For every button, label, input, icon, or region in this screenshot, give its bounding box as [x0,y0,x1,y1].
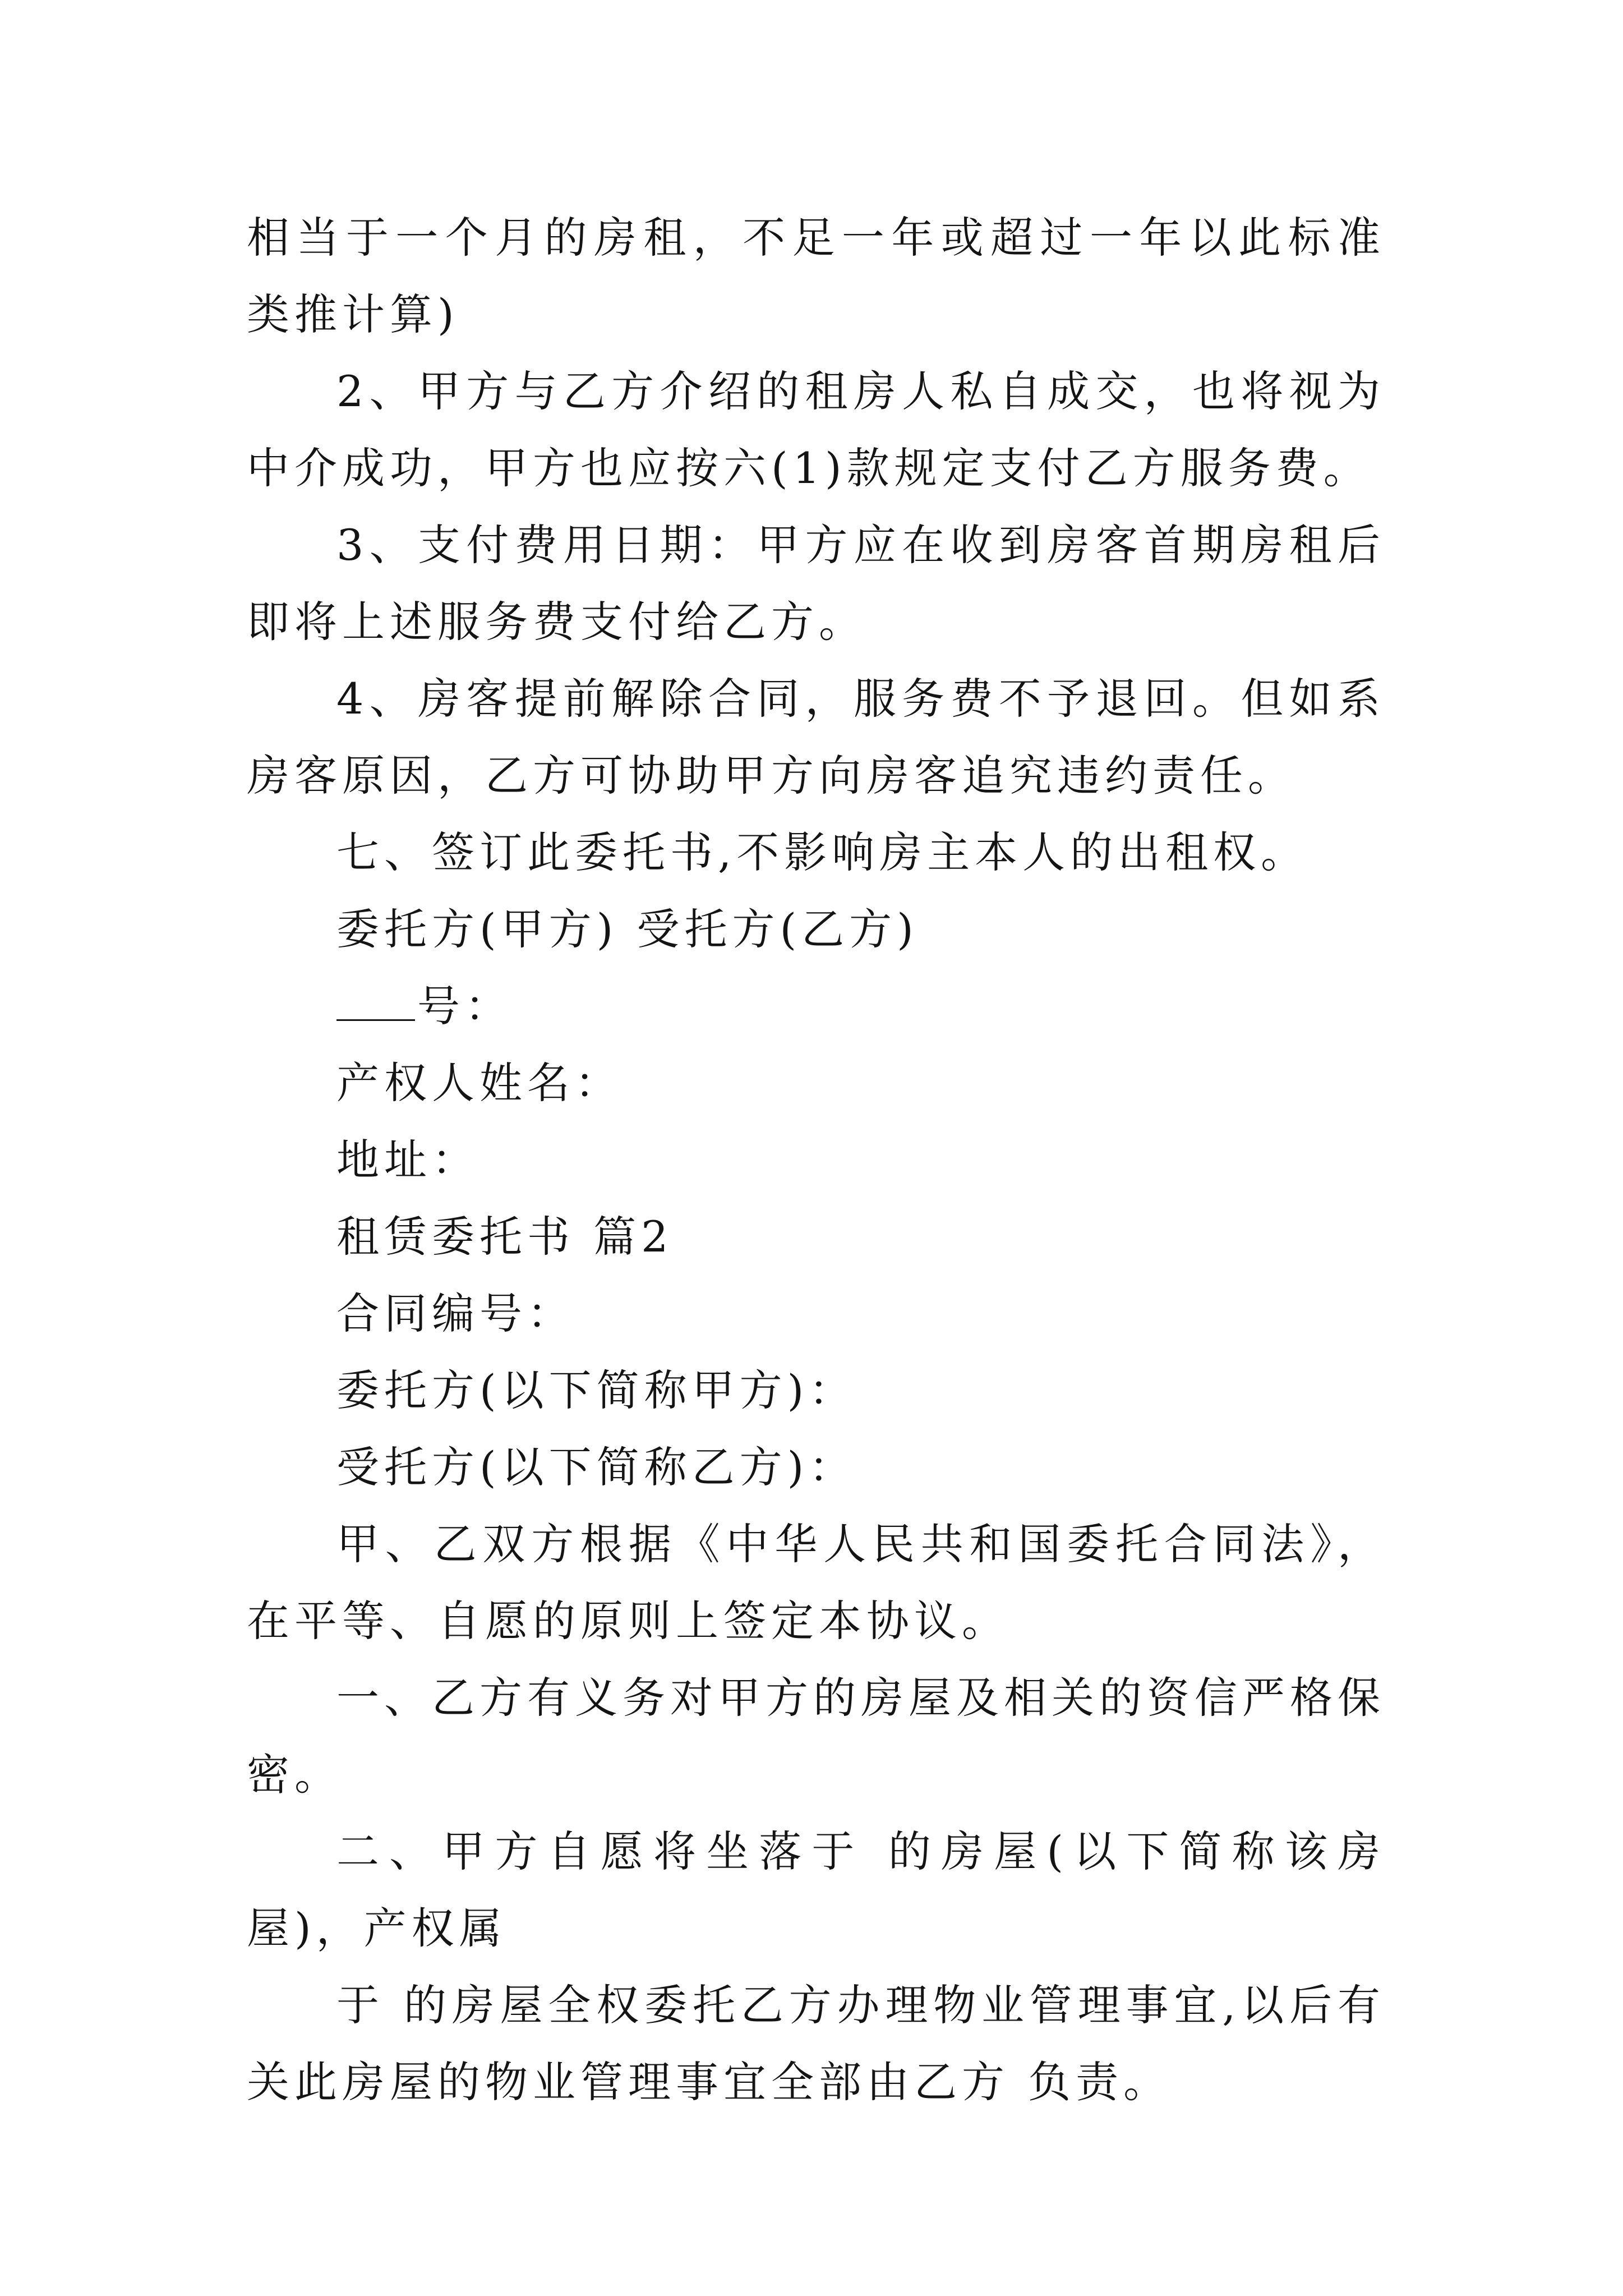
paragraph-number-line [247,968,1385,1045]
document-body [247,199,1385,2120]
paragraph-clause-2: 2、甲方与乙方介绍的租房人私自成交，也将视为中介成功，甲方也应按六(1)款规定支付乙方服务费。 [247,366,1385,493]
paragraph-part-2-title: 租赁委托书 篇2 [336,1212,674,1262]
paragraph-section-7: 七、签订此委托书,不影响房主本人的出租权。 [336,827,1309,877]
paragraph-clause-4: 4、房客提前解除合同，服务费不予退回。但如系房客原因，乙方可协助甲方向房客追究违约责任。 [247,674,1385,800]
paragraph-address: 地址： [336,1135,479,1185]
paragraph-principal: 委托方(以下简称甲方)： [336,1365,857,1415]
paragraph-article-2-cont: 于 的房屋全权委托乙方办理物业管理事宜,以后有关此房屋的物业管理事宜全部由乙方 负责。 [247,1980,1385,2107]
paragraph-preamble: 甲、乙双方根据《中华人民共和国委托合同法》，在平等、自愿的原则上签定本协议。 [247,1519,1385,1646]
paragraph-article-2: 二、甲方自愿将坐落于 的房屋(以下简称该房屋)，产权属 [247,1826,1385,1953]
paragraph-continuation: 相当于一个月的房租，不足一年或超过一年以此标准类推计算) [247,213,1385,339]
paragraph-article-1: 一、乙方有义务对甲方的房屋及相关的资信严格保密。 [247,1673,1385,1800]
number-label: 号： [417,981,513,1031]
paragraph-agent: 受托方(以下简称乙方)： [336,1442,857,1492]
paragraph-clause-3: 3、支付费用日期：甲方应在收到房客首期房租后即将上述服务费支付给乙方。 [247,520,1385,647]
blank-underline [336,986,415,1021]
paragraph-owner-name: 产权人姓名： [336,1058,623,1108]
paragraph-contract-number: 合同编号： [336,1289,575,1338]
paragraph-parties-signature: 委托方(甲方) 受托方(乙方) [336,904,919,954]
